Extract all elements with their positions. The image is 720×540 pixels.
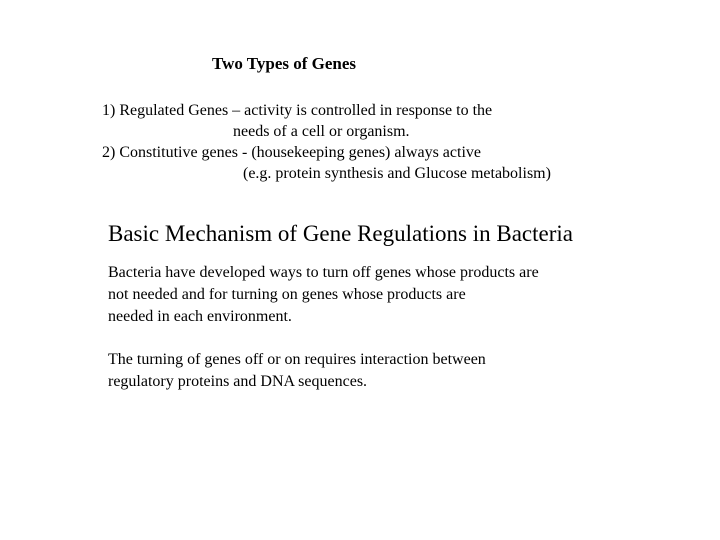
paragraph-line: regulatory proteins and DNA sequences. bbox=[108, 373, 368, 390]
section-heading: Basic Mechanism of Gene Regulations in Bacteria bbox=[108, 221, 573, 246]
gene-types-list bbox=[102, 100, 551, 184]
paragraph-bacteria-ways bbox=[108, 262, 539, 328]
slide-title: Two Types of Genes bbox=[212, 54, 357, 73]
list-item-constitutive-genes-continuation: (e.g. protein synthesis and Glucose metabolism) bbox=[243, 165, 551, 182]
paragraph-line: The turning of genes off or on requires interaction between bbox=[108, 351, 486, 368]
list-item-regulated-genes-continuation: needs of a cell or organism. bbox=[233, 123, 410, 140]
paragraph-line: not needed and for turning on genes whose products are bbox=[108, 286, 466, 303]
paragraph-line: needed in each environment. bbox=[108, 308, 292, 325]
paragraph-line: Bacteria have developed ways to turn off genes whose products are bbox=[108, 264, 539, 281]
paragraph-gene-switching bbox=[108, 349, 486, 393]
list-item-regulated-genes: 1) Regulated Genes – activity is controlled in response to the bbox=[102, 102, 493, 119]
list-item-constitutive-genes: 2) Constitutive genes - (housekeeping genes) always active bbox=[102, 144, 481, 161]
